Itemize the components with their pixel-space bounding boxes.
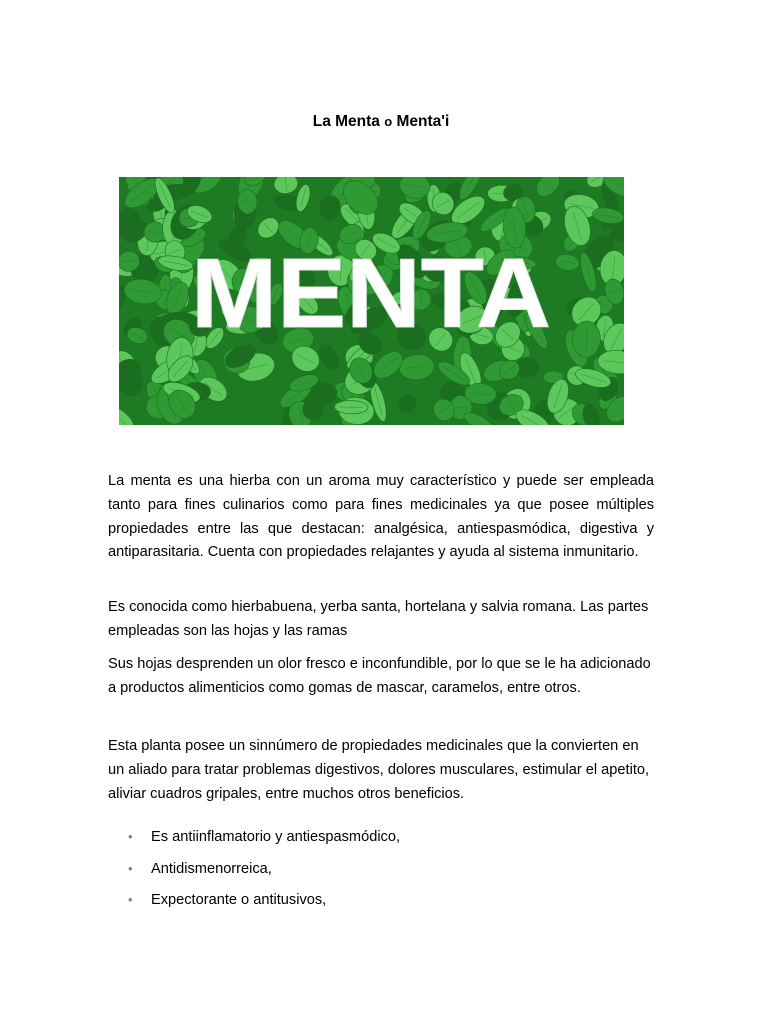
hero-word-text: MENTA — [191, 238, 551, 348]
list-item — [108, 888, 654, 920]
list-item-text: Expectorante o antitusivos, — [151, 892, 327, 909]
title-part-2: Menta'i — [392, 113, 450, 130]
list-item — [108, 825, 654, 857]
paragraph-1: La menta es una hierba con un aroma muy característico y puede ser empleada tanto para fines culinarios como para fines medicinales ya que posee múltiples propiedades entre las que destacan: analgésica, antiespasmódica, digestiva y antiparasitaria. Cuenta con propiedades relajantes y ayuda al sistema inmunitario. — [108, 473, 654, 561]
mint-hero-image — [119, 177, 624, 425]
paragraph-3: Sus hojas desprenden un olor fresco e inconfundible, por lo que se le ha adicionado a productos alimenticios como gomas de mascar, caramelos, entre otros. — [108, 656, 651, 696]
mint-leaves-illustration — [119, 177, 624, 425]
benefits-list — [108, 825, 654, 920]
paragraph-4: Esta planta posee un sinnúmero de propiedades medicinales que la convierten en un aliado para tratar problemas digestivos, dolores musculares, estimular el apetito, aliviar cuadros gripales, entre muchos otros beneficios. — [108, 738, 650, 802]
list-item-text: Es antiinflamatorio y antiespasmódico, — [151, 829, 401, 845]
title-part-1: La Menta — [312, 113, 385, 130]
title-connector: o — [384, 114, 393, 129]
paragraph-2: Es conocida como hierbabuena, yerba santa, hortelana y salvia romana. Las partes empleadas son las hojas y las ramas — [108, 599, 649, 639]
bullet-icon: • — [128, 892, 133, 908]
list-item-text: Antidismenorreica, — [151, 860, 272, 877]
list-item — [108, 857, 654, 889]
bullet-icon: • — [128, 829, 133, 844]
bullet-icon: • — [128, 860, 133, 876]
document-title — [0, 111, 762, 133]
